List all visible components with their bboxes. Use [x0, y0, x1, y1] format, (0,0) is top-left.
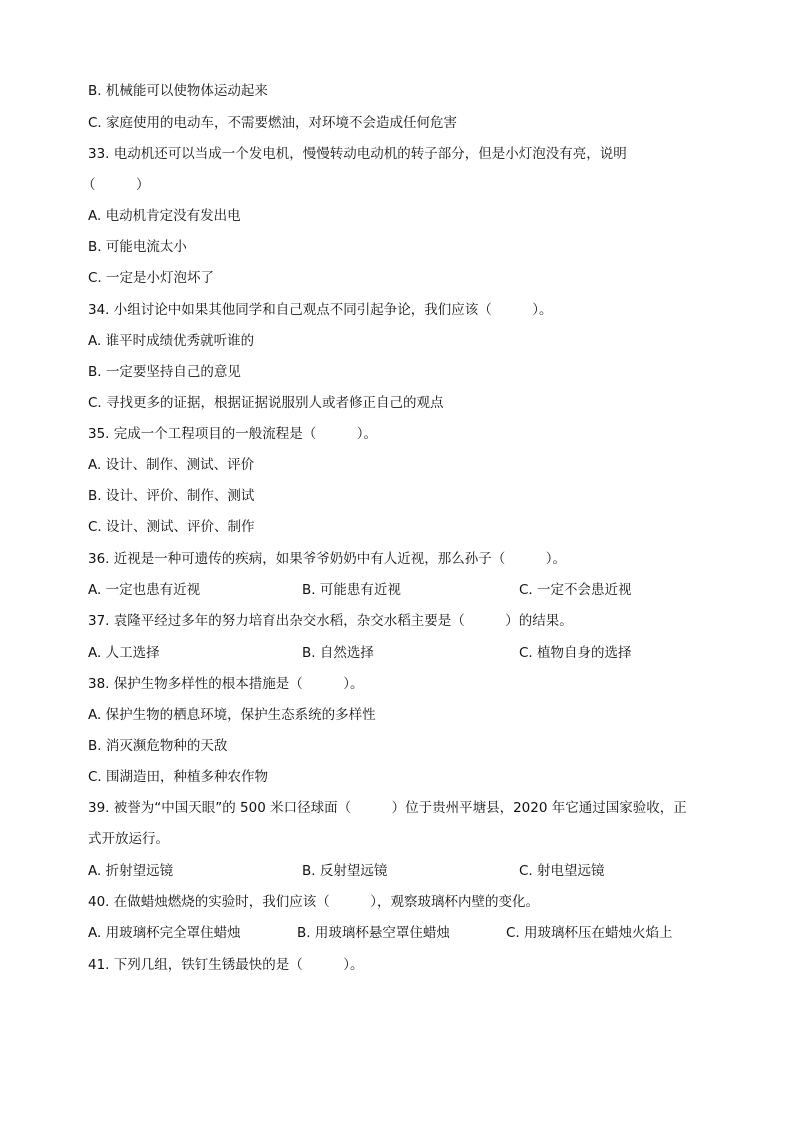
q40-option-a: A. 用玻璃杯完全罩住蜡烛 [88, 925, 241, 941]
q33-stem: 33. 电动机还可以当成一个发电机，慢慢转动电动机的转子部分，但是小灯泡没有亮，说明 [88, 146, 627, 162]
q37-option-a: A. 人工选择 [88, 645, 160, 661]
q41-stem: 41. 下列几组，铁钉生锈最快的是（ ）。 [88, 957, 364, 973]
q40-option-c: C. 用玻璃杯压在蜡烛火焰上 [506, 925, 673, 941]
q32-option-b: B. 机械能可以使物体运动起来 [88, 83, 268, 99]
q39-stem: 39. 被誉为“中国天眼”的 500 米口径球面（ ）位于贵州平塘县，2020 年它通过国家验收，正 [88, 800, 687, 816]
q37-option-b: B. 自然选择 [302, 645, 374, 661]
q35-option-b: B. 设计、评价、制作、测试 [88, 488, 255, 504]
q39-stem-continued: 式开放运行。 [88, 831, 169, 847]
q35-option-a: A. 设计、制作、测试、评价 [88, 457, 255, 473]
q34-option-a: A. 谁平时成绩优秀就听谁的 [88, 333, 255, 349]
q37-stem: 37. 袁隆平经过多年的努力培育出杂交水稻，杂交水稻主要是（ ）的结果。 [88, 613, 573, 629]
q40-option-b: B. 用玻璃杯悬空罩住蜡烛 [297, 925, 450, 941]
q36-option-a: A. 一定也患有近视 [88, 582, 201, 598]
q33-option-a: A. 电动机肯定没有发出电 [88, 208, 241, 224]
q38-option-a: A. 保护生物的栖息环境，保护生态系统的多样性 [88, 707, 376, 723]
q39-option-c: C. 射电望远镜 [519, 863, 605, 879]
q38-option-c: C. 围湖造田，种植多种农作物 [88, 769, 269, 785]
q39-option-b: B. 反射望远镜 [302, 863, 388, 879]
q38-option-b: B. 消灭濒危物种的天敌 [88, 738, 228, 754]
q33-option-b: B. 可能电流太小 [88, 239, 187, 255]
q36-stem: 36. 近视是一种可遗传的疾病，如果爷爷奶奶中有人近视，那么孙子（ ）。 [88, 551, 567, 567]
q40-stem: 40. 在做蜡烛燃烧的实验时，我们应该（ ），观察玻璃杯内壁的变化。 [88, 894, 540, 910]
q39-option-a: A. 折射望远镜 [88, 863, 174, 879]
q34-option-c: C. 寻找更多的证据，根据证据说服别人或者修正自己的观点 [88, 395, 444, 411]
q36-option-c: C. 一定不会患近视 [519, 582, 632, 598]
q32-option-c: C. 家庭使用的电动车，不需要燃油，对环境不会造成任何危害 [88, 115, 458, 131]
q35-stem: 35. 完成一个工程项目的一般流程是（ ）。 [88, 426, 378, 442]
q37-option-c: C. 植物自身的选择 [519, 645, 632, 661]
q38-stem: 38. 保护生物多样性的根本措施是（ ）。 [88, 676, 364, 692]
q33-option-c: C. 一定是小灯泡坏了 [88, 270, 215, 286]
q36-option-b: B. 可能患有近视 [302, 582, 401, 598]
q33-blank: （ ） [82, 177, 150, 193]
q34-stem: 34. 小组讨论中如果其他同学和自己观点不同引起争论，我们应该（ ）。 [88, 302, 553, 318]
q34-option-b: B. 一定要坚持自己的意见 [88, 364, 241, 380]
q35-option-c: C. 设计、测试、评价、制作 [88, 519, 255, 535]
